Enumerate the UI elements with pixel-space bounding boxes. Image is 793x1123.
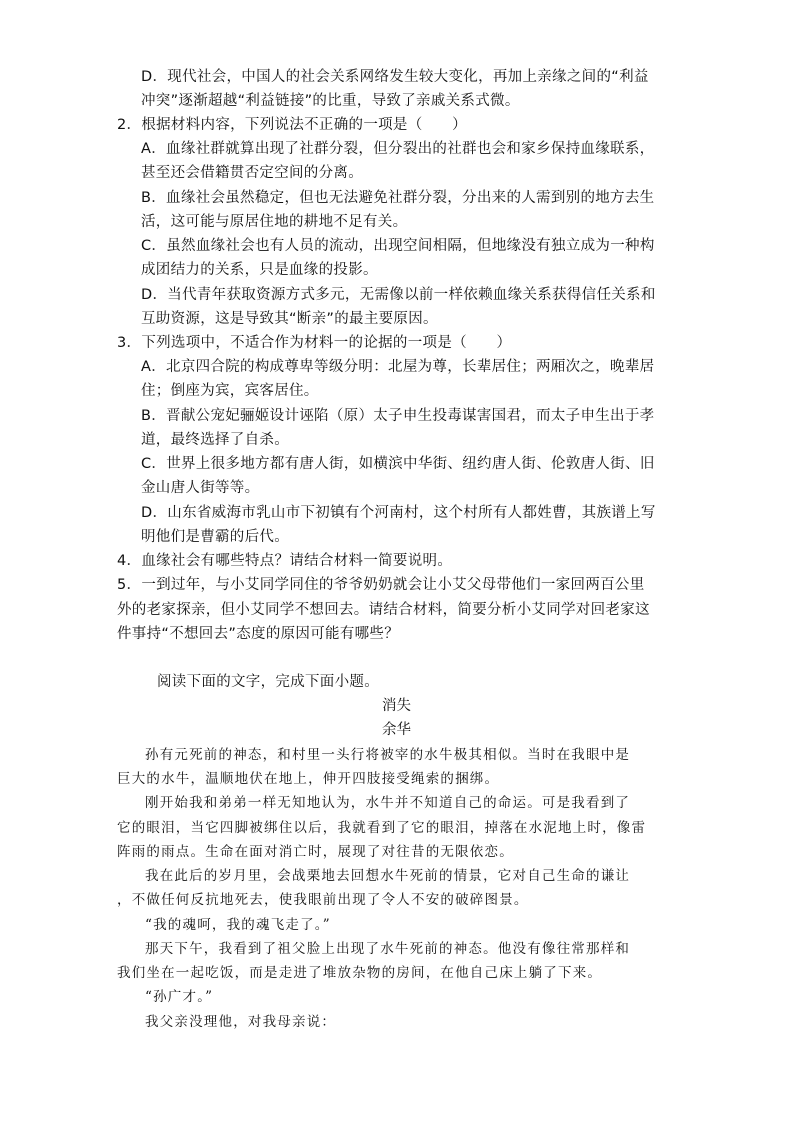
q4-stem: 4．血缘社会有哪些特点？请结合材料一简要说明。: [117, 553, 453, 569]
q3-option-d-line-2: 明他们是曹霸的后代。: [141, 529, 289, 545]
story-p1-line-2: 巨大的水牛，温顺地伏在地上，伸开四肢接受绳索的捆绑。: [117, 771, 500, 787]
q2-option-b-line-1: B．血缘社会虽然稳定，但也无法避免社群分裂，分出来的人需到别的地方去生: [141, 190, 655, 206]
q5-line-3: 件事持“不想回去”态度的原因可能有哪些？: [117, 626, 400, 642]
q2-option-d-line-1: D．当代青年获取资源方式多元，无需像以前一样依赖血缘关系获得信任关系和: [141, 287, 656, 303]
q3-option-c-line-2: 金山唐人街等等。: [141, 480, 260, 496]
q2-option-b-line-2: 活，这可能与原居住地的耕地不足有关。: [141, 214, 408, 230]
q3-option-a-line-2: 住；倒座为宾，宾客居住。: [141, 383, 319, 399]
story-p2-line-2: 它的眼泪，当它四脚被绑住以后，我就看到了它的眼泪，掉落在水泥地上时，像雷: [117, 820, 647, 836]
q3-option-b-line-2: 道，最终选择了自杀。: [141, 432, 289, 448]
q1-option-d-line-2: 冲突”逐渐超越“利益链接”的比重，导致了亲戚关系式微。: [141, 93, 520, 109]
q1-option-d-line-1: D．现代社会，中国人的社会关系网络发生较大变化，再加上亲缘之间的“利益: [141, 69, 649, 85]
q3-option-a-line-1: A．北京四合院的构成尊卑等级分明：北屋为尊，长辈居住；两厢次之，晚辈居: [141, 359, 655, 375]
story-p2-line-1: 刚开始我和弟弟一样无知地认为，水牛并不知道自己的命运。可是我看到了: [145, 795, 631, 811]
reading-instruction: 阅读下面的文字，完成下面小题。: [157, 674, 379, 690]
story-p3-line-1: 我在此后的岁月里，会战栗地去回想水牛死前的情景，它对自己生命的谦让: [145, 868, 631, 884]
story-p4: “我的魂呵，我的魂飞走了。”: [145, 917, 331, 933]
story-p6: “孙广才。”: [145, 989, 214, 1005]
q3-option-c-line-1: C．世界上很多地方都有唐人街，如横滨中华街、纽约唐人街、伦敦唐人街、旧: [141, 456, 655, 472]
q3-option-b-line-1: B．晋献公宠妃骊姬设计诬陷（原）太子申生投毒谋害国君，而太子申生出于孝: [141, 408, 655, 424]
story-p3-line-2: ，不做任何反抗地死去，使我眼前出现了令人不安的破碎图景。: [117, 892, 529, 908]
story-p7: 我父亲没理他，对我母亲说：: [145, 1014, 337, 1030]
q2-option-c-line-2: 成团结力的关系，只是血缘的投影。: [141, 262, 378, 278]
q2-option-d-line-2: 互助资源，这是导致其“断亲”的最主要原因。: [141, 311, 438, 327]
q2-option-c-line-1: C．虽然血缘社会也有人员的流动，出现空间相隔，但地缘没有独立成为一种构: [141, 238, 655, 254]
story-p5-line-1: 那天下午，我看到了祖父脸上出现了水牛死前的神态。他没有像往常那样和: [145, 941, 631, 957]
q5-line-1: 5．一到过年，与小艾同学同住的爷爷奶奶就会让小艾父母带他们一家回两百公里: [117, 577, 645, 593]
q3-stem: 3．下列选项中，不适合作为材料一的论据的一项是（ ）: [117, 335, 512, 351]
q3-option-d-line-1: D．山东省威海市乳山市下初镇有个河南村，这个村所有人都姓曹，其族谱上写: [141, 505, 656, 521]
story-author: 余华: [382, 722, 411, 738]
q2-option-a-line-2: 甚至还会借籍贯否定空间的分离。: [141, 165, 363, 181]
story-p1-line-1: 孙有元死前的神态，和村里一头行将被宰的水牛极其相似。当时在我眼中是: [145, 747, 631, 763]
story-p5-line-2: 我们坐在一起吃饭，而是走进了堆放杂物的房间，在他自己床上躺了下来。: [117, 965, 603, 981]
story-p2-line-3: 阵雨的雨点。生命在面对消亡时，展现了对往昔的无限依恋。: [117, 844, 514, 860]
q5-line-2: 外的老家探亲，但小艾同学不想回去。请结合材料，简要分析小艾同学对回老家这: [117, 602, 650, 618]
story-title: 消失: [382, 698, 411, 714]
q2-stem: 2．根据材料内容，下列说法不正确的一项是（ ）: [117, 117, 467, 133]
q2-option-a-line-1: A．血缘社群就算出现了社群分裂，但分裂出的社群也会和家乡保持血缘联系，: [141, 141, 655, 157]
